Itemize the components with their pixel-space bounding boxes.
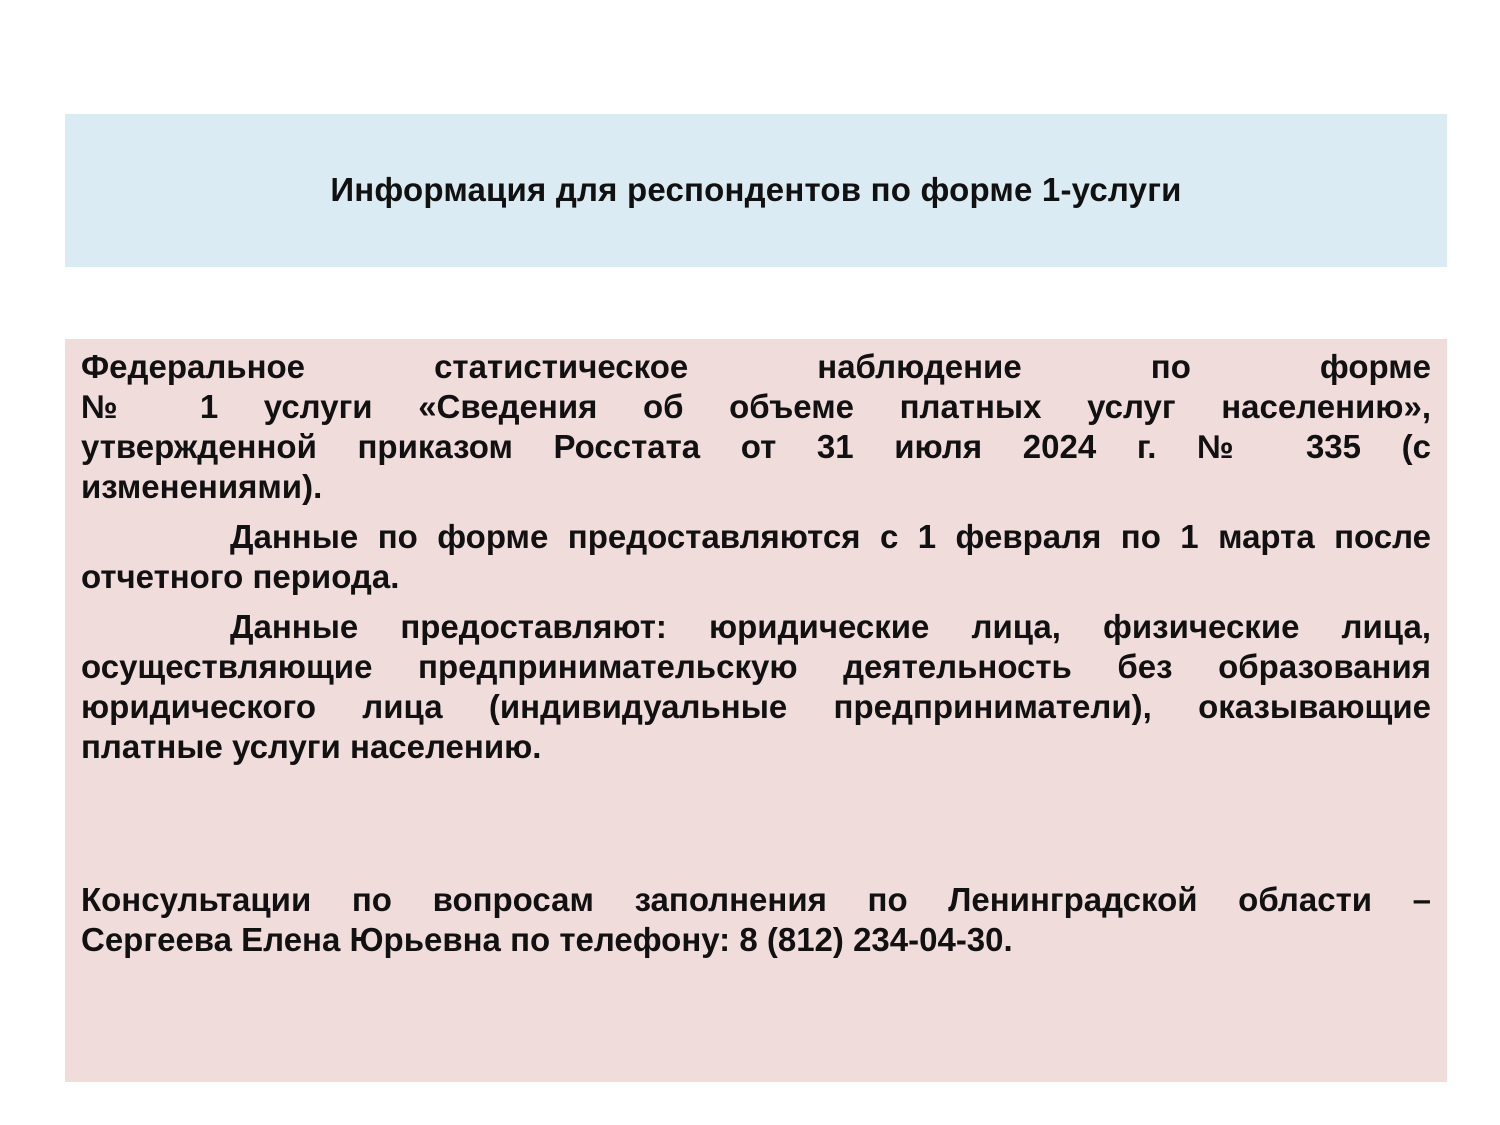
paragraph-line: платные услуги населению. [81,728,542,765]
paragraph-line: Консультации по вопросам заполнения по Ленинградской области – [81,881,1431,918]
paragraph-form-description [81,347,1431,507]
paragraph-line: юридического лица (индивидуальные предприниматели), оказывающие [81,688,1431,725]
paragraph-line: изменениями). [81,468,323,505]
paragraph-respondents [81,607,1431,767]
content-panel [65,339,1447,1082]
page-title: Информация для респондентов по форме 1-услуги [330,170,1182,208]
paragraph-line: отчетного периода. [81,558,400,595]
paragraph-line: Данные по форме предоставляются с 1 февраля по 1 марта после [230,518,1431,555]
paragraph-line: Сергеева Елена Юрьевна по телефону: 8 (812) 234-04-30. [81,921,1013,958]
paragraph-line: утвержденной приказом Росстата от 31 июля 2024 г. № 335 (с [81,428,1431,465]
paragraph-submission-period [81,517,1431,597]
paragraph-consultation-contact [81,880,1431,960]
paragraph-line: Федеральное статистическое наблюдение по форме [81,348,1431,385]
paragraph-line: Данные предоставляют: юридические лица, физические лица, [230,608,1431,645]
paragraph-line: № 1 услуги «Сведения об объеме платных услуг населению», [81,388,1431,425]
title-banner [65,114,1447,267]
paragraph-line: осуществляющие предпринимательскую деятельность без образования [81,648,1431,685]
